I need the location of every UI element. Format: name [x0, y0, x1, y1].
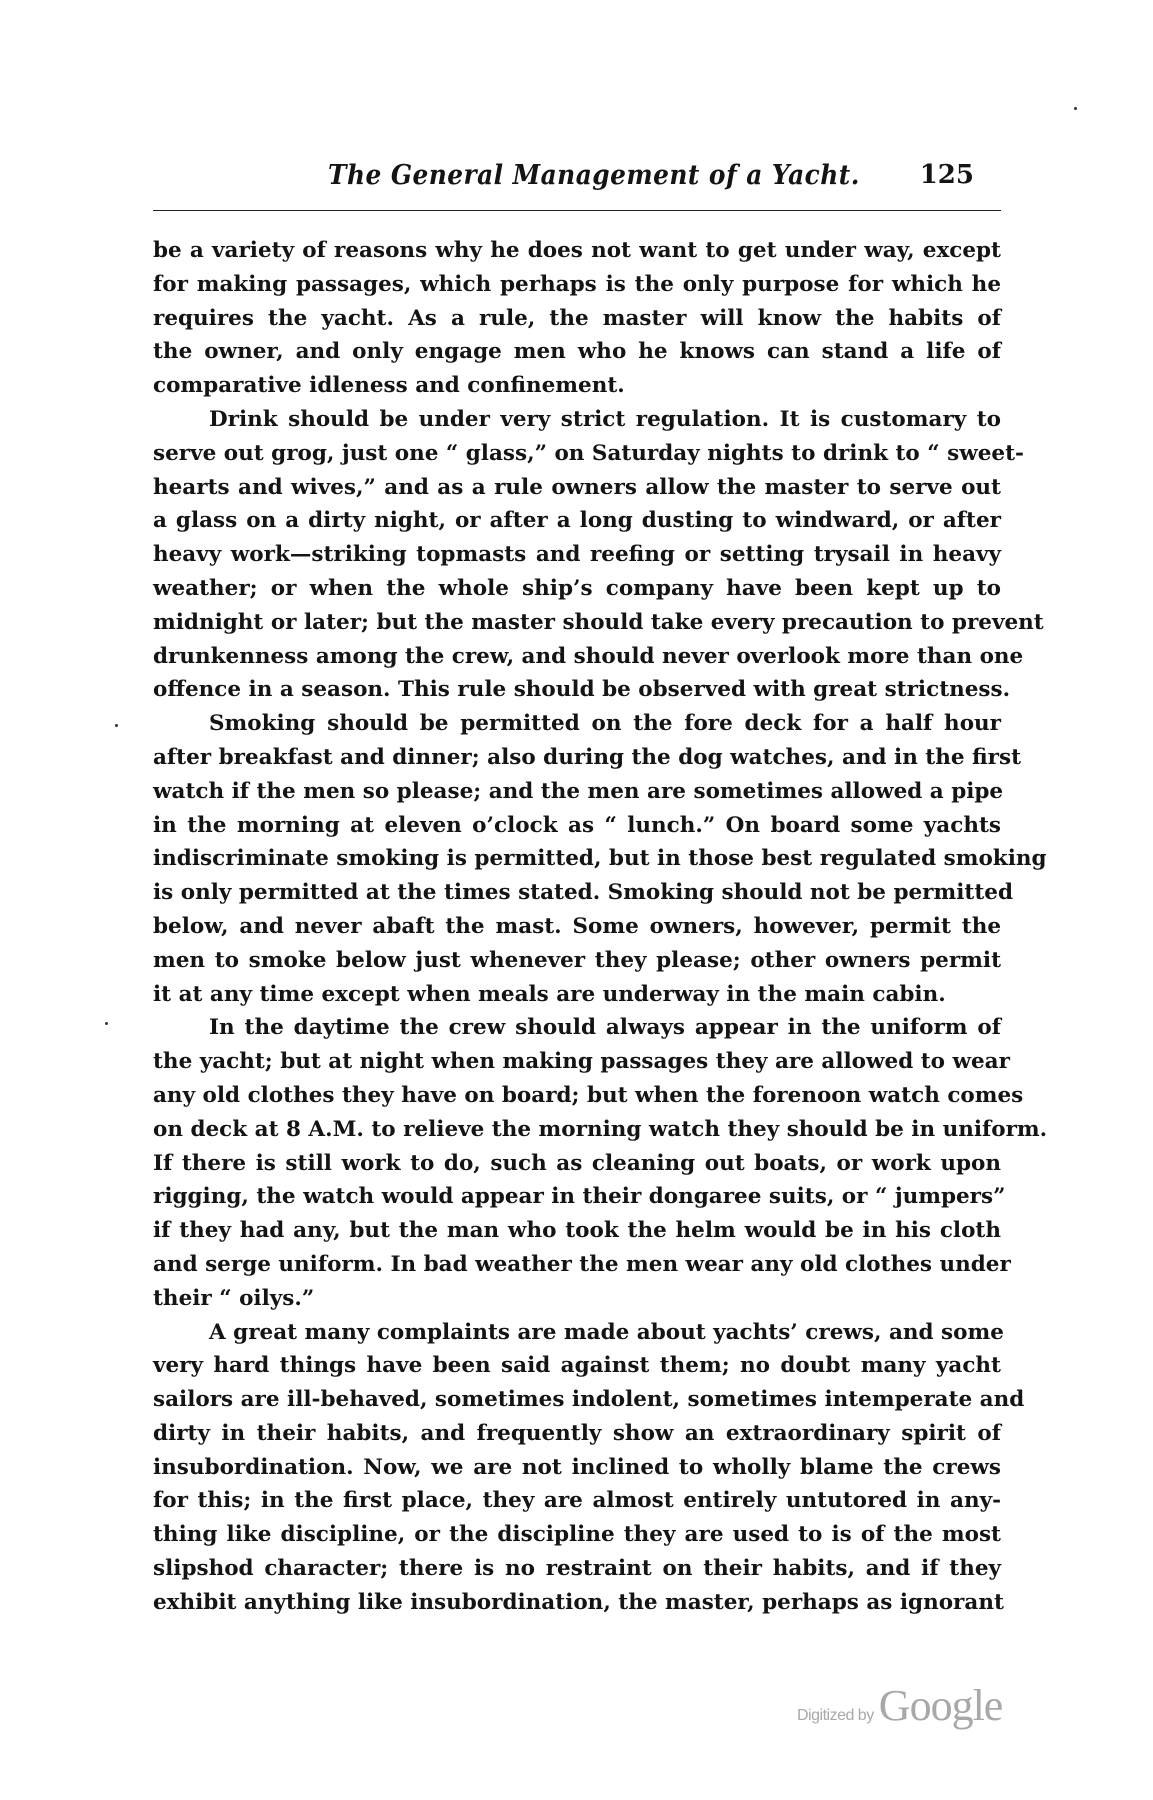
page-number: 125: [919, 160, 974, 190]
text-line: if they had any, but the man who took the helm would be in his cloth: [153, 1218, 1001, 1244]
text-line: thing like discipline, or the discipline they are used to is of the most: [153, 1522, 1001, 1548]
text-line: indiscriminate smoking is permitted, but in those best regulated smoking: [153, 846, 1047, 872]
text-line: slipshod character; there is no restraint on their habits, and if they: [153, 1556, 1001, 1582]
running-title: The General Management of a Yacht.: [328, 160, 860, 191]
text-line: serve out grog, just one “ glass,” on Saturday nights to drink to “ sweet-: [153, 440, 1024, 466]
text-line: dirty in their habits, and frequently show an extraordinary spirit of: [153, 1420, 1001, 1446]
text-line: after breakfast and dinner; also during the dog watches, and in the first: [153, 744, 1022, 770]
text-line: offence in a season. This rule should be observed with great strictness.: [153, 677, 1011, 703]
text-line: is only permitted at the times stated. Smoking should not be permitted: [153, 880, 1013, 906]
text-line: and serge uniform. In bad weather the men wear any old clothes under: [153, 1251, 1011, 1277]
text-line: be a variety of reasons why he does not want to get under way, except: [153, 238, 1001, 263]
text-line: weather; or when the whole ship’s company have been kept up to: [153, 575, 1001, 601]
text-line: drunkenness among the crew, and should never overlook more than one: [153, 643, 1024, 669]
text-line: their “ oilys.”: [153, 1285, 315, 1311]
text-line: for making passages, which perhaps is the only purpose for which he: [153, 271, 1001, 297]
text-line: exhibit anything like insubordination, the master, perhaps as ignorant: [153, 1589, 1004, 1615]
paragraph-start-line: Drink should be under very strict regulation. It is customary to: [209, 406, 1001, 432]
scan-speck: [1074, 107, 1077, 110]
text-line: a glass on a dirty night, or after a long dusting to windward, or after: [153, 508, 1001, 534]
paragraph-start-line: A great many complaints are made about yachts’ crews, and some: [209, 1319, 1004, 1345]
text-line: on deck at 8 A.M. to relieve the morning watch they should be in uniform.: [153, 1116, 1048, 1142]
digitized-by-google-watermark: [797, 1680, 1002, 1731]
text-line: the owner, and only engage men who he knows can stand a life of: [153, 339, 1001, 365]
watermark-prefix: Digitized by: [797, 1707, 874, 1724]
text-line: watch if the men so please; and the men are sometimes allowed a pipe: [153, 778, 1004, 804]
text-line: for this; in the first place, they are almost entirely untutored in any-: [153, 1488, 1001, 1514]
paragraph-start-line: In the daytime the crew should always appear in the uniform of: [209, 1015, 1001, 1041]
text-line: midnight or later; but the master should take every precaution to prevent: [153, 609, 1044, 635]
scan-speck: [105, 1022, 108, 1025]
scan-speck: [115, 724, 118, 727]
text-line: requires the yacht. As a rule, the master will know the habits of: [153, 305, 1001, 331]
text-line: hearts and wives,” and as a rule owners allow the master to serve out: [153, 474, 1001, 500]
header-rule: [153, 210, 1001, 211]
text-line: any old clothes they have on board; but when the forenoon watch comes: [153, 1082, 1024, 1108]
running-head: [153, 160, 1001, 200]
text-line: it at any time except when meals are underway in the main cabin.: [153, 981, 946, 1007]
text-line: men to smoke below just whenever they please; other owners permit: [153, 947, 1001, 973]
text-line: sailors are ill-behaved, sometimes indolent, sometimes intemperate and: [153, 1387, 1025, 1413]
text-line: the yacht; but at night when making passages they are allowed to wear: [153, 1049, 1010, 1075]
text-line: If there is still work to do, such as cleaning out boats, or work upon: [153, 1150, 1001, 1176]
google-logo-text: Google: [878, 1681, 1003, 1730]
text-line: rigging, the watch would appear in their dongaree suits, or “ jumpers”: [153, 1184, 1006, 1210]
text-line: heavy work—striking topmasts and reefing or setting trysail in heavy: [153, 542, 1001, 568]
text-line: in the morning at eleven o’clock as “ lunch.” On board some yachts: [153, 812, 1001, 838]
paragraph-start-line: Smoking should be permitted on the fore deck for a half hour: [209, 711, 1001, 737]
body-text: [153, 234, 1048, 1620]
text-line: comparative idleness and confinement.: [153, 373, 625, 399]
text-line: insubordination. Now, we are not inclined to wholly blame the crews: [153, 1454, 1001, 1480]
text-line: below, and never abaft the mast. Some owners, however, permit the: [153, 913, 1001, 939]
text-line: very hard things have been said against them; no doubt many yacht: [153, 1353, 1001, 1379]
